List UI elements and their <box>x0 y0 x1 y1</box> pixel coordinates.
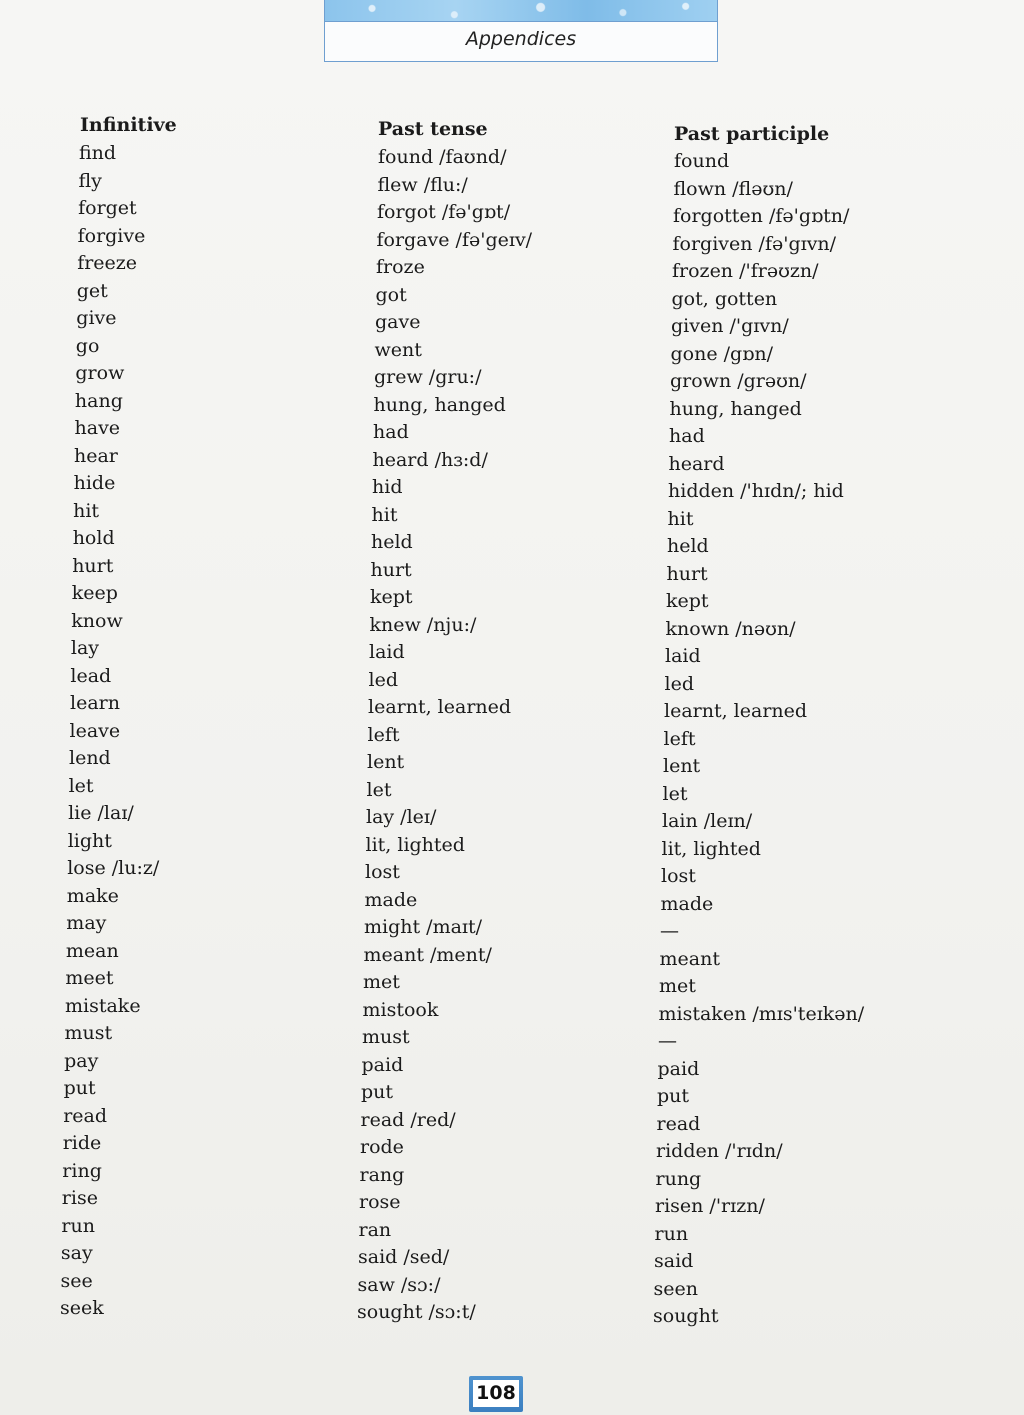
infinitive-entry: hear <box>74 444 118 467</box>
past-tense-entry: hung, hanged <box>373 393 506 416</box>
past-tense-entry: lit, lighted <box>365 833 465 856</box>
infinitive-entry: get <box>76 279 108 302</box>
past-participle-entry: hurt <box>666 562 708 585</box>
infinitive-entry: put <box>63 1077 96 1099</box>
past-tense-entry: lay /leɪ/ <box>366 806 437 828</box>
past-tense-entry: saw /sɔ:/ <box>357 1273 441 1296</box>
infinitive-entry: mistake <box>65 994 141 1017</box>
infinitive-entry: leave <box>69 719 121 742</box>
past-tense-entry: put <box>361 1081 394 1103</box>
past-participle-entry: lent <box>663 755 701 777</box>
past-participle-entry: lost <box>661 865 696 887</box>
past-tense-entry: rose <box>359 1191 401 1213</box>
infinitive-entry: let <box>68 774 94 797</box>
infinitive-entry: ring <box>62 1159 102 1182</box>
past-participle-entry: — <box>658 1030 677 1052</box>
past-participle-entry: flown /fləʊn/ <box>673 177 793 200</box>
infinitive-entry: light <box>67 829 112 852</box>
past-participle-entry: sought <box>653 1305 719 1327</box>
past-tense-entry: found /faʊnd/ <box>378 146 507 168</box>
infinitive-entry: make <box>66 884 119 907</box>
past-tense-entry: left <box>367 723 400 746</box>
past-tense-entry: forgot /fə'gɒt/ <box>377 201 511 223</box>
infinitive-entry: lead <box>70 664 112 687</box>
past-participle-entry: hit <box>667 507 694 530</box>
past-participle-entry: kept <box>666 590 709 612</box>
infinitive-entry: see <box>60 1269 93 1292</box>
past-participle-entry: laid <box>665 645 701 667</box>
infinitive-entry: hide <box>73 472 116 494</box>
past-participle-entry: got, gotten <box>671 287 778 310</box>
past-tense-entry: sought /sɔ:t/ <box>357 1301 476 1323</box>
past-tense-entry: ran <box>358 1218 392 1241</box>
past-tense-entry: kept <box>370 586 413 608</box>
past-tense-entry: froze <box>376 256 425 278</box>
past-participle-entry: given /'gɪvn/ <box>671 315 789 337</box>
infinitive-entry: hurt <box>72 554 114 577</box>
past-tense-entry: let <box>366 778 392 801</box>
past-tense-entry: might /maɪt/ <box>364 916 483 938</box>
past-tense-entry: grew /gru:/ <box>374 366 482 388</box>
past-participle-entry: read <box>656 1112 701 1135</box>
past-tense-entry: forgave /fə'geɪv/ <box>376 228 533 251</box>
infinitive-entry: read <box>63 1104 108 1127</box>
past-participle-entry: meant <box>659 947 720 970</box>
infinitive-entry: must <box>64 1022 113 1044</box>
past-tense-entry: led <box>368 668 398 691</box>
past-participle-entry: lit, lighted <box>661 837 761 860</box>
past-participle-entry: forgotten /fə'gɒtn/ <box>673 205 850 227</box>
past-tense-entry: gave <box>375 311 421 333</box>
past-participle-entry: let <box>662 782 688 805</box>
past-participle-entry: said <box>654 1250 694 1272</box>
header-decorative-band <box>325 0 717 22</box>
infinitive-entry: lay <box>70 637 100 659</box>
past-participle-entry: met <box>659 975 696 997</box>
infinitive-entry: give <box>76 307 117 329</box>
infinitive-entry: mean <box>65 939 119 962</box>
past-tense-heading: Past tense <box>378 118 488 140</box>
past-participle-entry: made <box>660 892 714 915</box>
infinitive-entry: forget <box>78 197 137 219</box>
appendices-header <box>324 0 718 62</box>
past-participle-entry: gone /gɒn/ <box>670 342 773 365</box>
infinitive-entry: ride <box>62 1132 102 1154</box>
infinitive-entry: seek <box>60 1297 104 1319</box>
past-participle-entry: seen <box>653 1277 698 1300</box>
infinitive-entry: forgive <box>77 224 146 247</box>
past-participle-entry: run <box>654 1222 689 1245</box>
past-participle-entry: left <box>663 727 696 750</box>
past-tense-entry: hid <box>372 476 403 498</box>
past-tense-entry: hurt <box>370 558 412 581</box>
past-tense-entry: met <box>363 971 400 993</box>
past-participle-entry: led <box>664 672 694 695</box>
infinitive-entry: pay <box>64 1049 99 1072</box>
past-tense-entry: lost <box>365 861 400 883</box>
infinitive-entry: go <box>75 334 100 357</box>
infinitive-entry: hit <box>73 499 100 522</box>
past-tense-entry: hit <box>371 503 398 526</box>
past-participle-entry: mistaken /mɪs'teɪkən/ <box>658 1002 865 1025</box>
infinitive-entry: know <box>71 609 123 632</box>
past-tense-entry: lent <box>367 751 405 773</box>
past-tense-entry: read /red/ <box>360 1108 456 1131</box>
infinitive-entry: meet <box>65 967 114 989</box>
past-participle-entry: forgiven /fə'gɪvn/ <box>672 232 837 255</box>
past-participle-entry: found <box>674 150 730 172</box>
past-participle-entry: known /nəʊn/ <box>665 617 796 640</box>
past-participle-entry: hidden /'hɪdn/; hid <box>668 480 844 502</box>
header-title: Appendices <box>465 28 577 50</box>
past-tense-entry: had <box>373 421 409 443</box>
past-participle-entry: ridden /'rɪdn/ <box>656 1140 783 1162</box>
past-participle-entry: risen /'rɪzn/ <box>655 1195 765 1217</box>
infinitive-entry: lend <box>69 747 111 769</box>
infinitive-entry: have <box>74 417 121 439</box>
past-participle-entry: had <box>669 425 705 447</box>
infinitive-heading: Infinitive <box>80 114 177 136</box>
infinitive-entry: fly <box>78 169 102 192</box>
past-participle-entry: grown /grəʊn/ <box>670 370 807 392</box>
past-tense-entry: laid <box>369 641 405 663</box>
infinitive-entry: run <box>61 1214 95 1237</box>
past-tense-entry: flew /flu:/ <box>377 173 468 196</box>
infinitive-entry: learn <box>70 692 120 714</box>
past-tense-entry: meant /ment/ <box>363 943 492 966</box>
infinitive-entry: keep <box>71 582 118 604</box>
past-participle-entry: paid <box>657 1057 700 1080</box>
past-tense-entry: said /sed/ <box>358 1246 450 1268</box>
past-participle-entry: frozen /'frəʊzn/ <box>672 260 819 282</box>
infinitive-entry: say <box>60 1242 93 1264</box>
past-tense-entry: mistook <box>362 998 439 1021</box>
infinitive-entry: find <box>79 142 117 164</box>
past-participle-heading: Past participle <box>674 123 830 145</box>
page-number-badge <box>469 1376 523 1412</box>
past-tense-entry: rode <box>360 1136 404 1158</box>
infinitive-entry: may <box>66 912 107 934</box>
infinitive-entry: grow <box>75 362 125 384</box>
past-tense-entry: heard /hɜ:d/ <box>372 448 488 471</box>
past-tense-entry: made <box>364 888 418 911</box>
past-participle-entry: held <box>667 535 709 557</box>
past-participle-entry: lain /leɪn/ <box>662 810 753 832</box>
past-tense-entry: rang <box>359 1163 405 1186</box>
infinitive-entry: hold <box>72 527 115 549</box>
past-tense-entry: went <box>374 338 422 361</box>
infinitive-entry: lose /lu:z/ <box>67 857 160 879</box>
past-participle-entry: learnt, learned <box>664 700 808 722</box>
page-number: 108 <box>473 1380 519 1407</box>
past-participle-entry: put <box>657 1085 690 1107</box>
infinitive-entry: hang <box>74 389 123 412</box>
past-participle-entry: hung, hanged <box>669 397 802 420</box>
past-tense-entry: paid <box>361 1053 404 1076</box>
past-tense-entry: got <box>375 283 407 306</box>
infinitive-entry: freeze <box>77 252 138 274</box>
infinitive-entry: lie /laɪ/ <box>68 802 134 824</box>
past-participle-entry: heard <box>668 452 725 475</box>
past-tense-entry: held <box>371 531 413 553</box>
past-participle-entry: rung <box>655 1167 702 1190</box>
past-participle-entry: — <box>660 920 679 942</box>
infinitive-entry: rise <box>61 1187 98 1209</box>
past-tense-entry: knew /nju:/ <box>369 613 477 636</box>
past-tense-entry: learnt, learned <box>368 696 512 718</box>
past-tense-entry: must <box>362 1026 410 1048</box>
